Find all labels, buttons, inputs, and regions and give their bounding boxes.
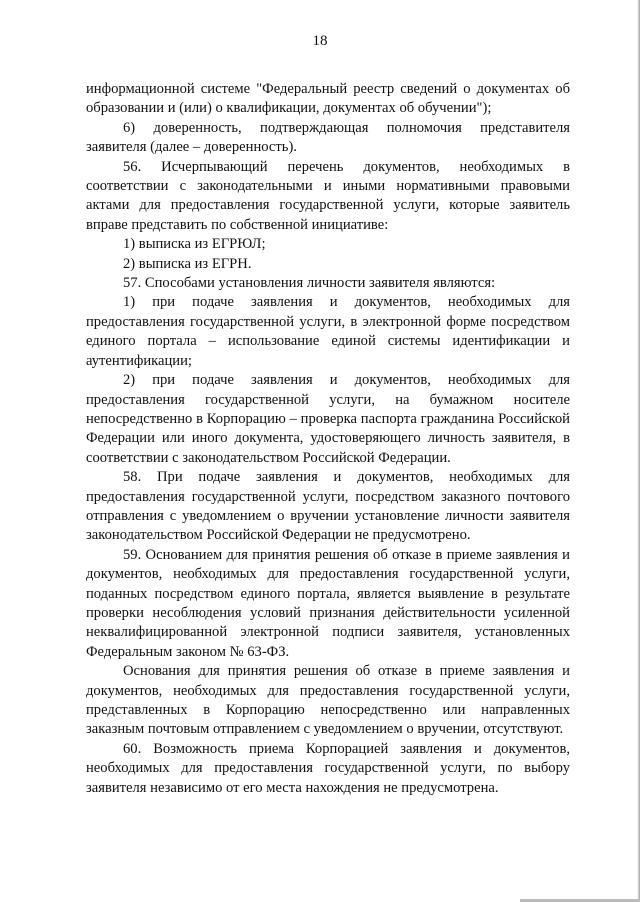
page-number: 18 <box>312 33 328 49</box>
paragraph-58: 58. При подаче заявления и документов, необходимых для предоставления государственной услуги, посредством заказного почтового отправления с уведомлением о вручении установление личности заявителя законодательством Российской Федерации не предусмотрено. <box>86 469 570 544</box>
paragraph-60: 60. Возможность приема Корпорацией заявления и документов, необходимых для предоставления государственной услуги, по выбору заявителя независимо от его места нахождения не предусмотрена. <box>86 740 570 796</box>
paragraph-56-item-2: 2) выписка из ЕГРН. <box>123 255 252 272</box>
paragraph-57-item-1: 1) при подаче заявления и документов, необходимых для предоставления государственной услуги, в электронной форме посредством единого портала – использование единой системы идентификации и аутентификации; <box>86 294 570 369</box>
paragraph-continuation: информационной системе "Федеральный реестр сведений о документах об образовании и (или) о квалификации, документах об обучении"); <box>86 81 570 117</box>
paragraph-59-grounds: Основания для принятия решения об отказе в приеме заявления и документов, необходимых для предоставления государственной услуги, представленных в Корпорацию непосредственно или направленных заказным почтовым отправлением с уведомлением о вручении, отсутствуют. <box>86 663 570 738</box>
paragraph-59: 59. Основанием для принятия решения об отказе в приеме заявления и документов, необходимых для предоставления государственной услуги, поданных посредством единого портала, является выявление в результате проверки несоблюдения условий признания действительности усиленной неквалифицированной электронной подписи заявителя, установленных Федеральным законом № 63-ФЗ. <box>86 546 570 660</box>
paragraph-56: 56. Исчерпывающий перечень документов, необходимых в соответствии с законодательными и иными нормативными правовыми актами для предоставления государственной услуги, которые заявитель вправе представить по собственной инициативе: <box>86 158 570 233</box>
paragraph-57: 57. Способами установления личности заявителя являются: <box>123 275 496 292</box>
paragraph-56-item-1: 1) выписка из ЕГРЮЛ; <box>123 236 266 253</box>
paragraph-item-6: 6) доверенность, подтверждающая полномочия представителя заявителя (далее – доверенность). <box>86 119 570 156</box>
document-body <box>86 80 570 798</box>
paragraph-57-item-2: 2) при подаче заявления и документов, необходимых для предоставления государственной услуги, на бумажном носителе непосредственно в Корпорацию – проверка паспорта гражданина Российской Федерации или иного документа, удостоверяющего личность заявителя, в соответствии с законодательством Российской Федерации. <box>86 372 570 466</box>
